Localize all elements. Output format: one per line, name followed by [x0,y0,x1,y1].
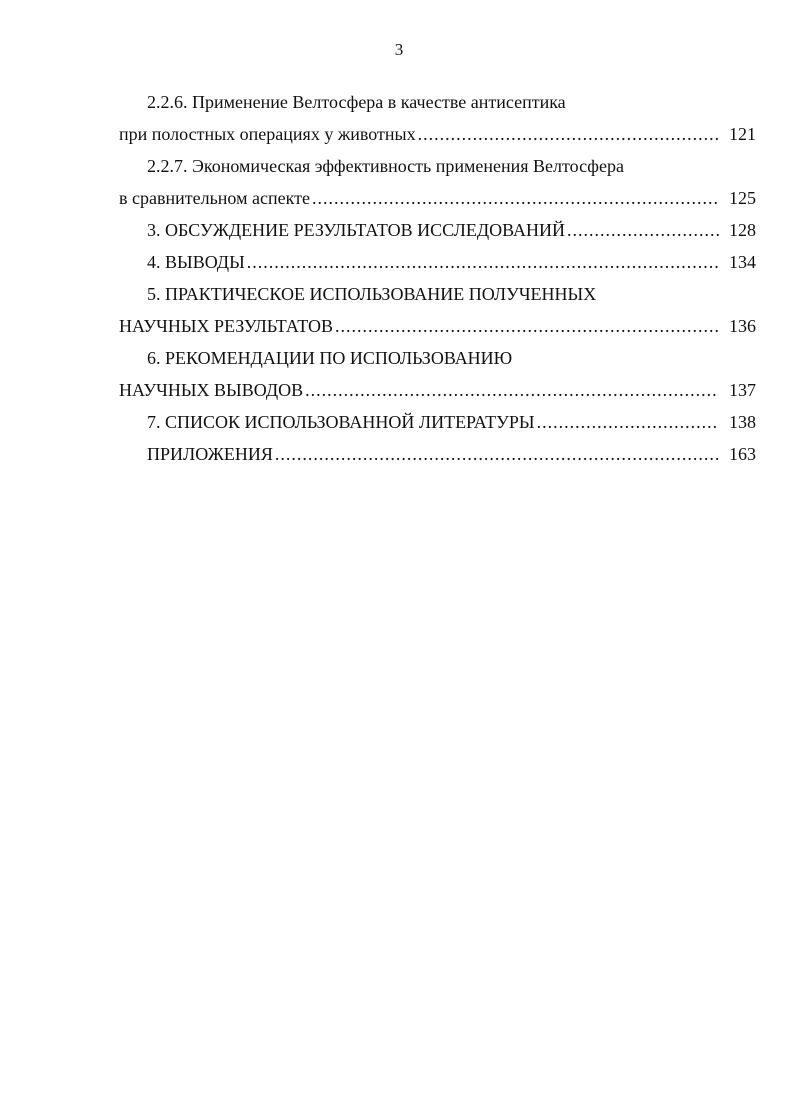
toc-entry-text: в сравнительном аспекте [119,188,310,208]
toc-page-number: 121 [729,124,756,144]
dot-leader [418,118,719,150]
toc-entry-5[interactable] [119,310,756,342]
toc-entry-text: при полостных операциях у животных [119,124,416,144]
toc-page-number: 138 [729,412,756,432]
toc-entry-text: ПРИЛОЖЕНИЯ [147,444,273,464]
toc-page-number: 136 [729,316,756,336]
toc-entry-text: 3. ОБСУЖДЕНИЕ РЕЗУЛЬТАТОВ ИССЛЕДОВАНИЙ [147,220,566,240]
toc-entry-2-2-7-heading: 2.2.7. Экономическая эффективность применения Велтосфера [147,156,624,176]
toc-entry-text: НАУЧНЫХ РЕЗУЛЬТАТОВ [119,316,334,336]
toc-entry-3[interactable] [119,214,756,246]
dot-leader [537,406,719,438]
toc-page-number: 137 [729,380,756,400]
toc-entry-2-2-6-heading: 2.2.6. Применение Велтосфера в качестве антисептика [147,92,566,112]
toc-entry-appendices[interactable] [119,438,756,470]
dot-leader [247,246,719,278]
toc-page-number: 128 [729,220,756,240]
toc-page-number: 163 [729,444,756,464]
toc-entry-text: 4. ВЫВОДЫ [147,252,245,272]
toc-page-number: 134 [729,252,756,272]
toc-entry-2-2-7[interactable] [119,182,756,214]
page-number: 3 [394,40,404,59]
toc-entry-6-heading: 6. РЕКОМЕНДАЦИИ ПО ИСПОЛЬЗОВАНИЮ [147,348,513,368]
dot-leader [335,310,719,342]
dot-leader [305,374,719,406]
toc-page-number: 125 [729,188,756,208]
toc-entry-2-2-6[interactable] [119,118,756,150]
toc-entry-7[interactable] [119,406,756,438]
dot-leader [312,182,719,214]
toc-entry-4[interactable] [119,246,756,278]
dot-leader [275,438,719,470]
toc-entry-6[interactable] [119,374,756,406]
table-of-contents [119,86,756,470]
dot-leader [567,214,719,246]
toc-entry-5-heading: 5. ПРАКТИЧЕСКОЕ ИСПОЛЬЗОВАНИЕ ПОЛУЧЕННЫХ [147,284,597,304]
toc-entry-text: НАУЧНЫХ ВЫВОДОВ [119,380,304,400]
toc-entry-text: 7. СПИСОК ИСПОЛЬЗОВАННОЙ ЛИТЕРАТУРЫ [147,412,535,432]
